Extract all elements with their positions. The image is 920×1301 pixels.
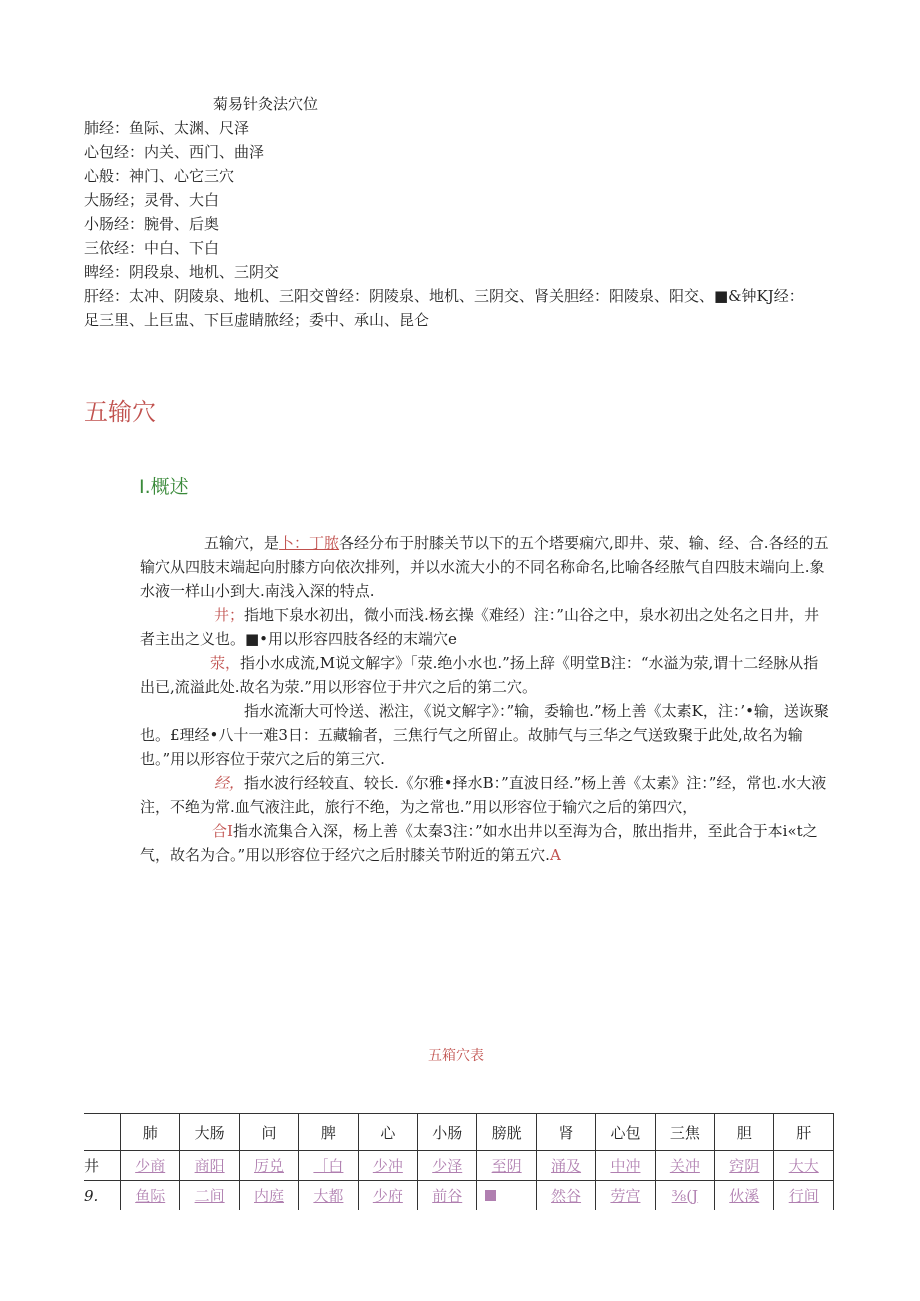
table-header-cell: 心包 bbox=[596, 1114, 655, 1151]
jing-label: 井； bbox=[214, 606, 245, 624]
table-header-cell: 膀胱 bbox=[477, 1114, 536, 1151]
table-cell[interactable] bbox=[536, 1181, 595, 1211]
table-cell[interactable] bbox=[121, 1151, 180, 1181]
table-cell[interactable] bbox=[655, 1181, 714, 1211]
ying-text: 指小水成流,M说文解字》「荥.绝小水也.”扬上辞《明堂B注：“水溢为荥,谓十二经脉从指出已,流溢此处.故名为荥.”用以形容位于井穴之后的第二穴。 bbox=[140, 654, 819, 696]
table-cell[interactable] bbox=[358, 1151, 417, 1181]
he-label: 合I bbox=[212, 822, 233, 840]
meridian-line-liver: 肝经：太冲、阴陵泉、地机、三阳交曾经：阴陵泉、地机、三阴交、肾关胆经：阳陵泉、阳交、■&钟KJ经： bbox=[84, 287, 804, 305]
acupoint-link[interactable]: 至阴 bbox=[491, 1157, 522, 1175]
table-cell[interactable] bbox=[418, 1151, 477, 1181]
meridian-line-lung: 肺经：鱼际、太渊、尺泽 bbox=[84, 119, 250, 137]
acupoint-link[interactable]: ⅜(J bbox=[671, 1186, 699, 1205]
acupoint-link[interactable]: 劳宫 bbox=[610, 1187, 641, 1205]
body-text bbox=[140, 531, 830, 867]
acupoint-link[interactable]: 少泽 bbox=[432, 1157, 463, 1175]
table-header-row bbox=[84, 1114, 834, 1151]
table-header-cell: 肺 bbox=[121, 1114, 180, 1151]
section-title: 五输穴 bbox=[84, 398, 156, 426]
acupoint-link[interactable]: 窍阴 bbox=[729, 1157, 760, 1175]
jing-paragraph bbox=[140, 603, 830, 651]
table-title: 五箱穴表 bbox=[428, 1048, 484, 1064]
table-cell[interactable] bbox=[239, 1151, 298, 1181]
table-header-cell: 心 bbox=[358, 1114, 417, 1151]
ying-label: 荥， bbox=[210, 654, 241, 672]
document-heading: 菊易针灸法穴位 bbox=[213, 95, 319, 113]
table-cell[interactable] bbox=[536, 1151, 595, 1181]
meridian-line-sanjiao: 三依经：中白、下白 bbox=[84, 239, 220, 257]
acupoint-link[interactable]: 关冲 bbox=[669, 1157, 700, 1175]
table-cell[interactable] bbox=[715, 1151, 774, 1181]
acupoint-link[interactable]: 少商 bbox=[135, 1157, 166, 1175]
table-cell[interactable] bbox=[774, 1151, 834, 1181]
acupoint-link[interactable]: 少冲 bbox=[372, 1157, 403, 1175]
table-cell[interactable] bbox=[358, 1181, 417, 1211]
table-header-cell bbox=[84, 1114, 121, 1151]
acupoint-link[interactable]: 鱼际 bbox=[135, 1187, 166, 1205]
table-cell bbox=[477, 1181, 536, 1211]
square-icon bbox=[485, 1190, 496, 1201]
he-end-mark: A bbox=[549, 846, 561, 864]
table-row bbox=[84, 1181, 834, 1211]
table-header-cell: 脾 bbox=[299, 1114, 358, 1151]
table-cell[interactable] bbox=[655, 1151, 714, 1181]
table-cell[interactable] bbox=[180, 1181, 239, 1211]
intro-paragraph bbox=[140, 531, 830, 603]
he-paragraph bbox=[140, 819, 830, 867]
acupoint-link[interactable]: 商阳 bbox=[194, 1157, 225, 1175]
table-header-cell: 小肠 bbox=[418, 1114, 477, 1151]
table-cell[interactable] bbox=[596, 1151, 655, 1181]
table-cell[interactable] bbox=[299, 1181, 358, 1211]
subsection-title: I.概述 bbox=[139, 476, 189, 498]
acupoint-link[interactable]: 行间 bbox=[788, 1187, 819, 1205]
acupoint-link[interactable]: 大都 bbox=[313, 1187, 344, 1205]
table-cell[interactable] bbox=[121, 1181, 180, 1211]
acupoint-link[interactable]: 中冲 bbox=[610, 1157, 641, 1175]
acupoint-link[interactable]: 伙溪 bbox=[729, 1187, 760, 1205]
intro-text-b: 各经分布于肘膝关节以下的五个塔要痫穴,即井、荥、输、经、合.各经的五输穴从四肢末端起向肘膝方向依次排列，并以水流大小的不同名称命名,比喻各经脓气自四肢末端向上.象水液一样山小到大.南浅入深的特点. bbox=[140, 534, 829, 600]
table-header-cell: 胆 bbox=[715, 1114, 774, 1151]
shu-paragraph bbox=[140, 699, 830, 771]
table-row-label: 9. bbox=[84, 1181, 121, 1211]
shu-text: 指水流渐大可怜送、淞注，《说文解字》：”输，委输也.”杨上善《太素K，注：’•输，送诙聚也。£理经•八十一难3日：五藏输者，三焦行气之所留止。故肺气与三华之气送致聚于此处,故名为输也。”用以形容位于荥穴之后的第三穴. bbox=[140, 702, 829, 768]
acupoint-link[interactable]: 大大 bbox=[788, 1157, 819, 1175]
intro-text-a: 五输穴，是 bbox=[204, 534, 280, 552]
acupoint-link[interactable]: 二间 bbox=[194, 1187, 225, 1205]
jing2-paragraph bbox=[140, 771, 830, 819]
table-cell[interactable] bbox=[418, 1181, 477, 1211]
meridian-line-pericardium: 心包经：内关、西门、曲泽 bbox=[84, 143, 265, 161]
ying-paragraph bbox=[140, 651, 830, 699]
table-cell[interactable] bbox=[239, 1181, 298, 1211]
acupoint-link[interactable]: 厉兑 bbox=[254, 1157, 285, 1175]
acupoint-link[interactable]: 少府 bbox=[372, 1187, 403, 1205]
meridian-line-large-intestine: 大肠经；灵骨、大白 bbox=[84, 191, 220, 209]
table-header-cell: 三焦 bbox=[655, 1114, 714, 1151]
jing2-text: 指水波行经较直、较长.《尔雅•择水B：”直波日经.”杨上善《太素》注：”经，常也.水大液注，不绝为常.血气液注此，旅行不绝，为之常也.”用以形容位于输穴之后的第四穴， bbox=[140, 774, 827, 816]
he-text: 指水流集合入深，杨上善《太秦3注：”如水出井以至海为合，脓出指井，至此合于本i«t之气，故名为合。”用以形容位于经穴之后肘膝关节附近的第五穴. bbox=[140, 822, 818, 864]
table-header-cell: 大肠 bbox=[180, 1114, 239, 1151]
five-shu-table bbox=[84, 1113, 834, 1210]
table-cell[interactable] bbox=[596, 1181, 655, 1211]
table-cell[interactable] bbox=[715, 1181, 774, 1211]
intro-underlined: 卜：丁脓 bbox=[279, 534, 340, 552]
meridian-line-stomach: 足三里、上巨盅、下巨虚睛脓经；委中、承山、昆仑 bbox=[84, 311, 430, 329]
meridian-list bbox=[84, 116, 824, 332]
acupoint-link[interactable]: 内庭 bbox=[254, 1187, 285, 1205]
jing-text: 指地下泉水初出，微小而浅.杨玄操《难经）注：”山谷之中，泉水初出之处名之日井，井者主出之义也。■•用以形容四肢各经的末端穴e bbox=[140, 606, 819, 648]
table-cell[interactable] bbox=[180, 1151, 239, 1181]
table-cell[interactable] bbox=[477, 1151, 536, 1181]
table-row-label: 井 bbox=[84, 1151, 121, 1181]
acupoint-link[interactable]: 涌及 bbox=[551, 1157, 582, 1175]
table-cell[interactable] bbox=[774, 1181, 834, 1211]
table-header-cell: 肝 bbox=[774, 1114, 834, 1151]
meridian-line-small-intestine: 小肠经：腕骨、后奥 bbox=[84, 215, 220, 233]
jing2-label: 经， bbox=[214, 774, 245, 792]
acupoint-link[interactable]: ［白 bbox=[313, 1157, 344, 1175]
table-header-cell: 问 bbox=[239, 1114, 298, 1151]
meridian-line-heart: 心般：神门、心它三穴 bbox=[84, 167, 235, 185]
table-row bbox=[84, 1151, 834, 1181]
table-cell[interactable] bbox=[299, 1151, 358, 1181]
acupoint-link[interactable]: 前谷 bbox=[432, 1187, 463, 1205]
meridian-line-spleen: 睥经：阴段泉、地机、三阴交 bbox=[84, 263, 280, 281]
acupoint-link[interactable]: 然谷 bbox=[551, 1187, 582, 1205]
table-header-cell: 肾 bbox=[536, 1114, 595, 1151]
